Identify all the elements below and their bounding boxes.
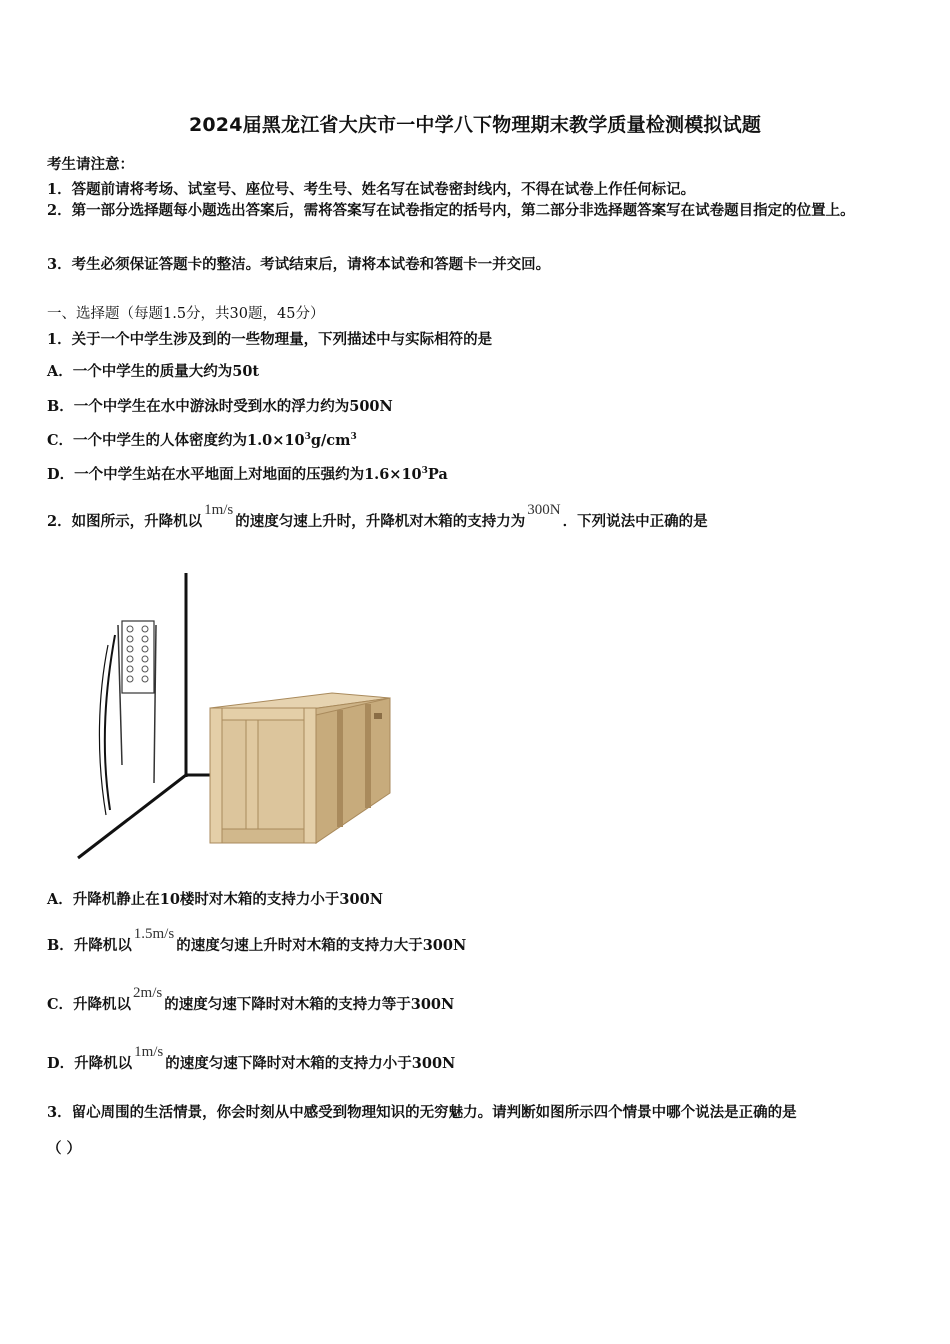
elevator-crate-figure: [70, 565, 410, 870]
q2-stem: 2．如图所示，升降机以1m/s的速度匀速上升时，升降机对木箱的支持力为300N．下列说法中正确的是: [47, 502, 708, 530]
notice-item-2: 2．第一部分选择题每小题选出答案后，需将答案写在试卷指定的括号内，第二部分非选择题答案写在试卷题目指定的位置上。: [47, 202, 855, 219]
q3-stem: 3．留心周围的生活情景，你会时刻从中感受到物理知识的无穷魅力。请判断如图所示四个情景中哪个说法是正确的是: [47, 1104, 797, 1121]
q1-stem: 1．关于一个中学生涉及到的一些物理量，下列描述中与实际相符的是: [47, 331, 493, 348]
q2-option-a: A．升降机静止在10楼时对木箱的支持力小于300N: [47, 891, 383, 908]
notice-item-1: 1．答题前请将考场、试室号、座位号、考生号、姓名写在试卷密封线内，不得在试卷上作任何标记。: [47, 181, 696, 198]
q1-option-c: C．一个中学生的人体密度约为$1.0\times 10^3g/cm^3$: [47, 432, 357, 449]
page-title: 2024届黑龙江省大庆市一中学八下物理期末教学质量检测模拟试题: [188, 114, 762, 136]
q2-option-d: D．升降机以1m/s的速度匀速下降时对木箱的支持力小于300N: [47, 1044, 456, 1072]
q1-option-a: A．一个中学生的质量大约为50t: [47, 363, 260, 380]
section-heading: 一、选择题（每题1.5分，共30题，45分）: [47, 306, 325, 322]
q1-option-b: B．一个中学生在水中游泳时受到水的浮力约为500N: [47, 398, 393, 415]
wooden-crate-icon: [210, 693, 390, 843]
notice-heading: 考生请注意：: [47, 156, 134, 173]
q1-option-d: D．一个中学生站在水平地面上对地面的压强约为$1.6\times 10^3Pa$: [47, 466, 448, 483]
notice-item-3: 3．考生必须保证答题卡的整洁。考试结束后，请将本试卷和答题卡一并交回。: [47, 256, 551, 273]
q2-option-c: C．升降机以2m/s的速度匀速下降时对木箱的支持力等于300N: [47, 985, 455, 1013]
button-panel-icon: [122, 621, 154, 693]
q2-option-b: B．升降机以1.5m/s的速度匀速上升时对木箱的支持力大于300N: [47, 926, 467, 954]
q3-paren: （ ）: [47, 1140, 82, 1157]
